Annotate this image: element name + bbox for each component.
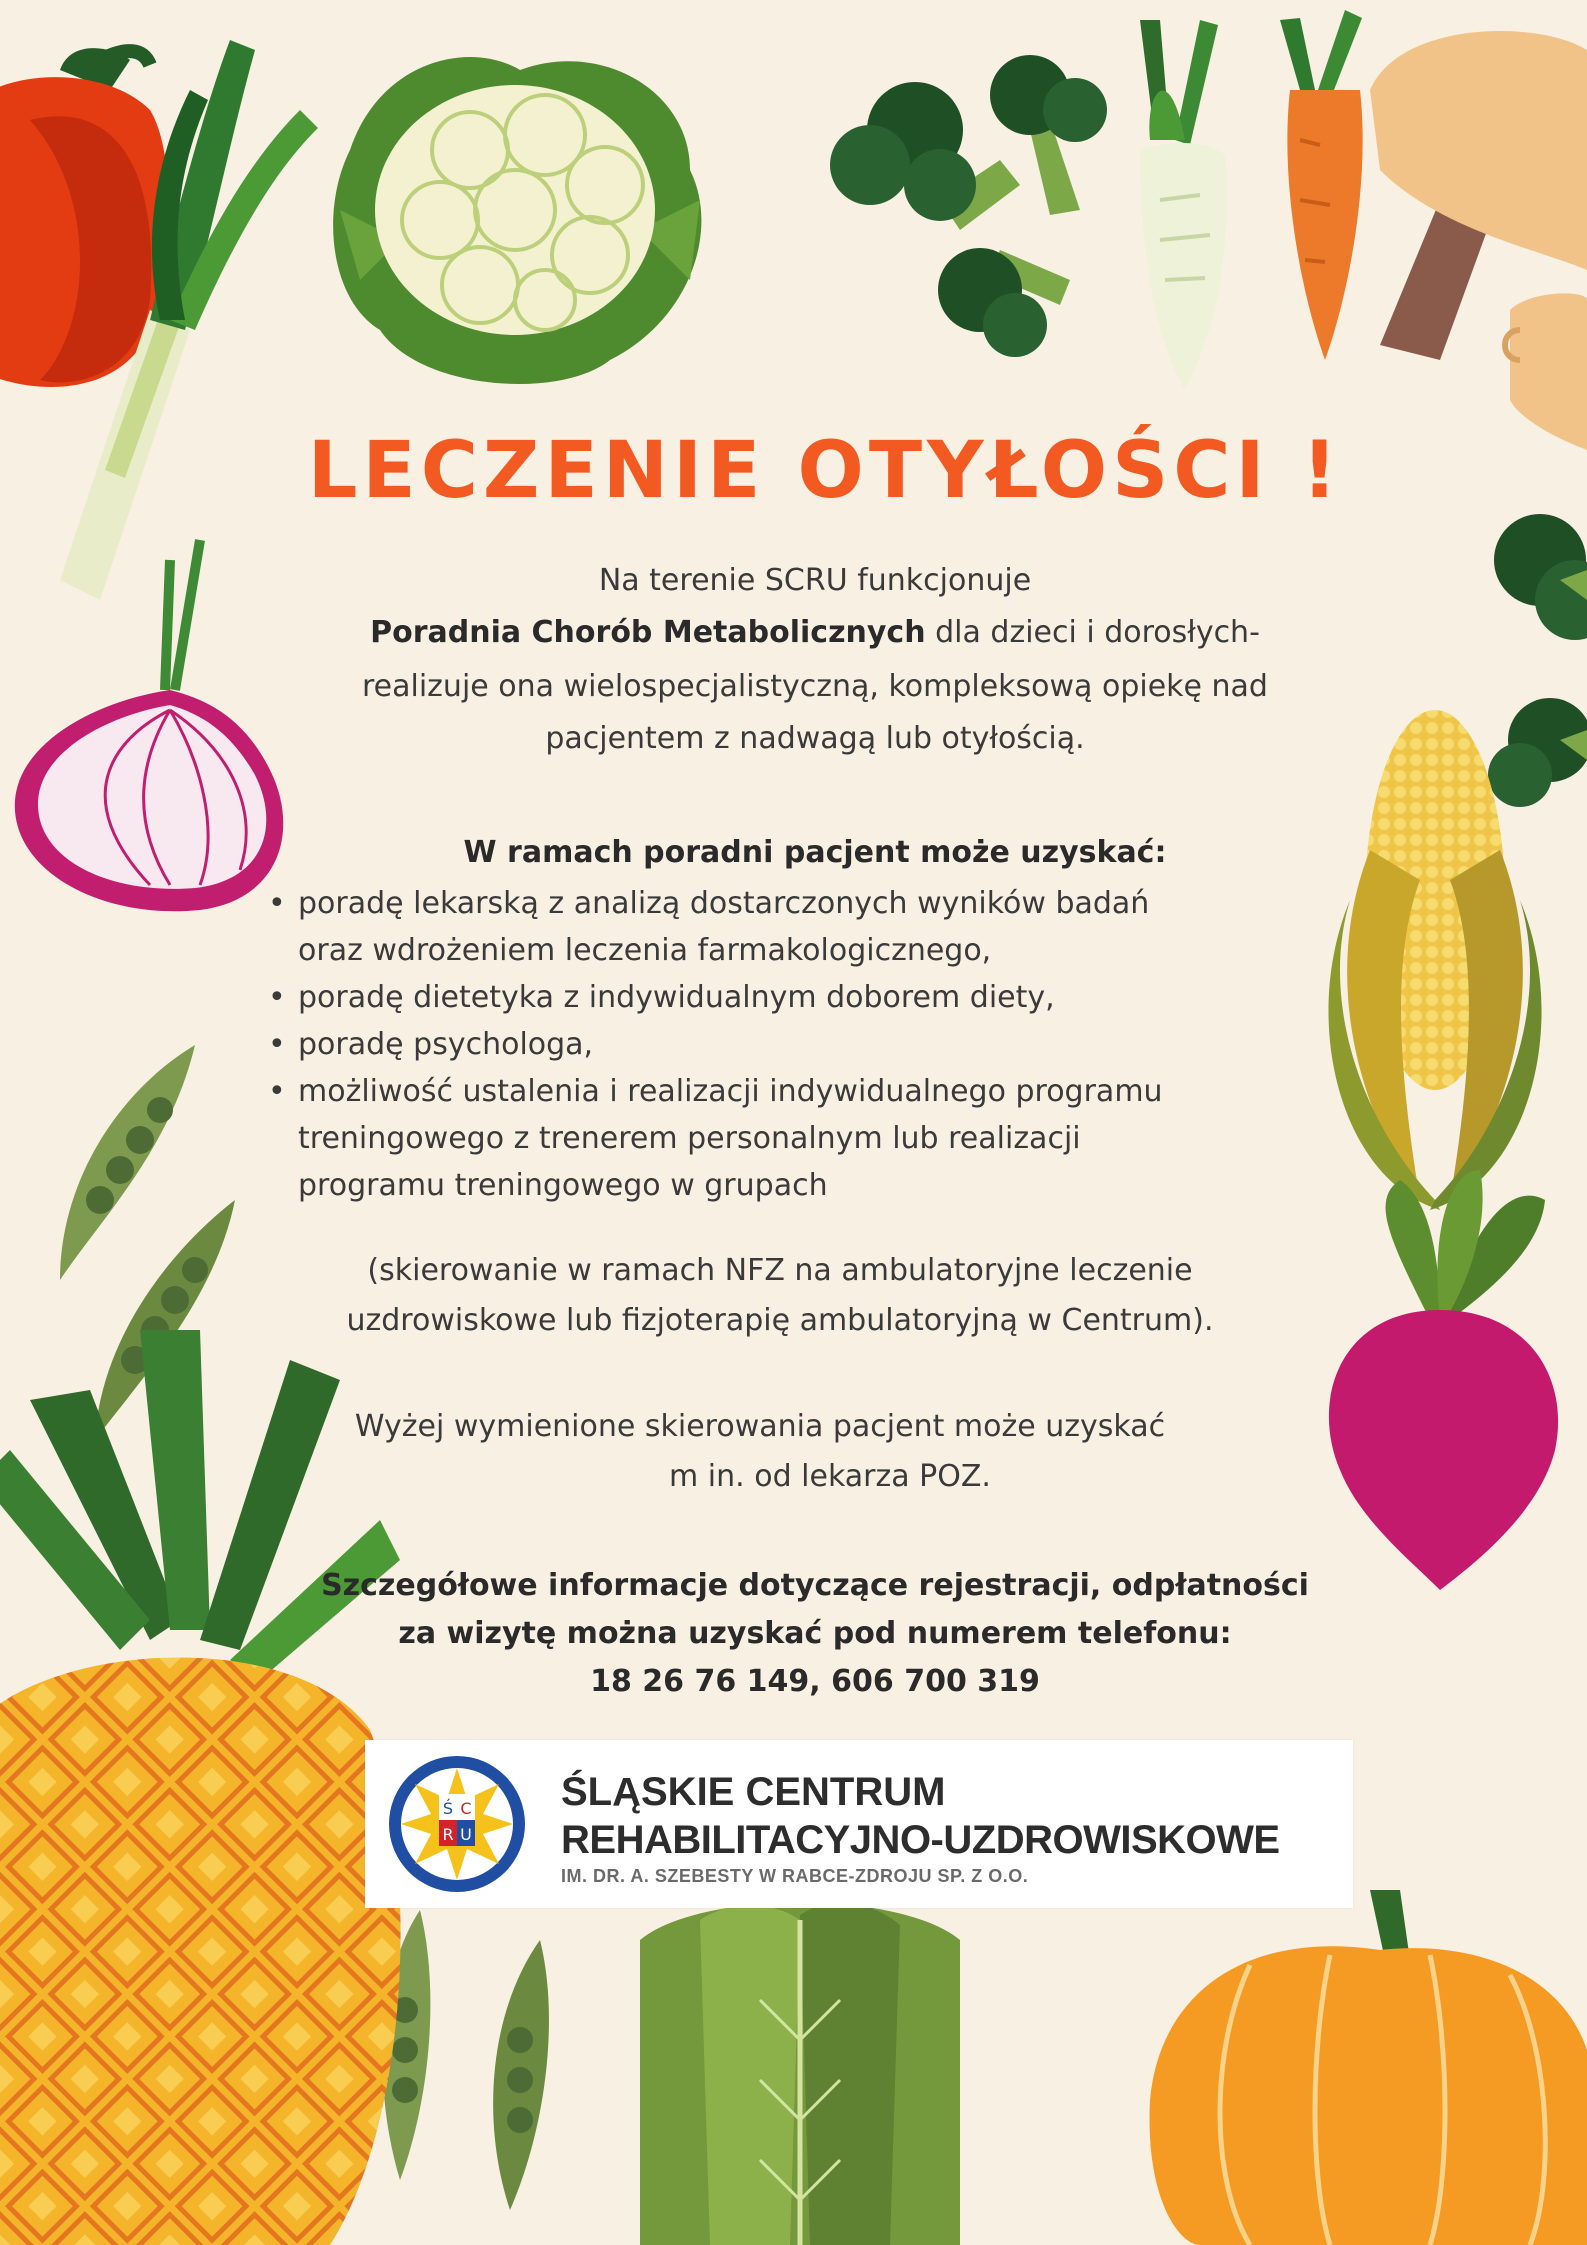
- list-item: • możliwość ustalenia i realizacji indywidualnego programu treningowego z trenerem personalnym lub realizacji programu treningowego w grupach: [268, 1068, 1368, 1209]
- seal-letter: C: [460, 1799, 472, 1818]
- phone-numbers: 18 26 76 149, 606 700 319: [590, 1664, 1040, 1699]
- page-title: LECZENIE OTYŁOŚCI !: [307, 426, 1343, 516]
- services-list: [268, 880, 1368, 1209]
- clinic-name: Poradnia Chorób Metabolicznych: [370, 615, 926, 650]
- seal-letter: U: [460, 1825, 472, 1844]
- intro-line-1: Na terenie SCRU funkcjonuje: [598, 563, 1032, 598]
- logo-line-1: ŚLĄSKIE CENTRUM: [561, 1770, 946, 1814]
- intro-line-3: realizuje ona wielospecjalistyczną, kompleksową opiekę nad: [362, 669, 1268, 704]
- contact-line-1: Szczegółowe informacje dotyczące rejestracji, odpłatności: [321, 1568, 1309, 1603]
- list-item: • poradę dietetyka z indywidualnym doborem diety,: [268, 974, 1368, 1021]
- referral-note-line-2: uzdrowiskowe lub fizjoterapię ambulatoryjną w Centrum).: [346, 1303, 1214, 1338]
- poz-note-line-2: m in. od lekarza POZ.: [669, 1459, 991, 1494]
- list-item: • poradę lekarską z analizą dostarczonych wyników badań oraz wdrożeniem leczenia farmakologicznego,: [268, 880, 1368, 974]
- intro-line-4: pacjentem z nadwagą lub otyłością.: [545, 721, 1085, 756]
- poz-note-line-1: Wyżej wymienione skierowania pacjent może uzyskać: [354, 1409, 1166, 1444]
- seal-icon: [387, 1754, 527, 1894]
- list-item: • poradę psychologa,: [268, 1021, 1368, 1068]
- referral-note-line-1: (skierowanie w ramach NFZ na ambulatoryjne leczenie: [367, 1253, 1193, 1288]
- institution-logo: [365, 1740, 1353, 1908]
- logo-line-3: IM. DR. A. SZEBESTY W RABCE-ZDROJU SP. Z O.O.: [561, 1866, 1029, 1886]
- seal-letter: Ś: [442, 1799, 454, 1818]
- logo-line-2: REHABILITACYJNO-UZDROWISKOWE: [561, 1818, 1280, 1862]
- intro-line-2: [215, 610, 1415, 656]
- contact-info: [215, 1562, 1415, 1706]
- intro-line-2-rest: dla dzieci i dorosłych-: [925, 615, 1260, 650]
- services-heading: W ramach poradni pacjent może uzyskać:: [463, 835, 1167, 870]
- seal-letter: R: [442, 1825, 454, 1844]
- contact-line-2: za wizytę można uzyskać pod numerem telefonu:: [398, 1616, 1232, 1651]
